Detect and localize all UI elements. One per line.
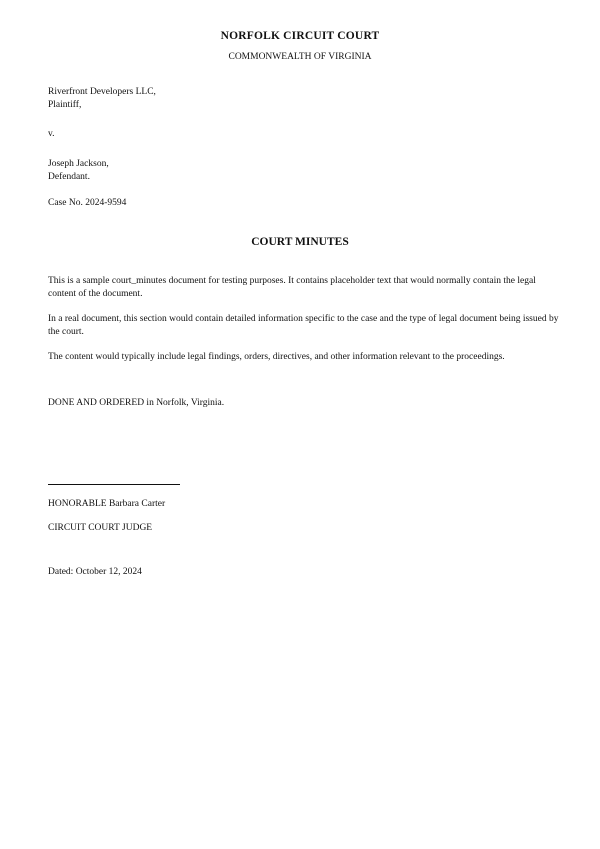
judge-name: HONORABLE Barbara Carter — [48, 499, 166, 509]
plaintiff-role: Plaintiff, — [48, 100, 82, 110]
paragraph-1: This is a sample court_minutes document for testing purposes. It contains placeholder text that would normally contain the legal content of the document. — [48, 276, 536, 299]
paragraph-3: The content would typically include legal findings, orders, directives, and other information relevant to the proceedings. — [48, 352, 505, 362]
document-title: COURT MINUTES — [251, 236, 349, 248]
jurisdiction: COMMONWEALTH OF VIRGINIA — [228, 52, 372, 62]
court-name: NORFOLK CIRCUIT COURT — [220, 30, 380, 42]
defendant-role: Defendant. — [48, 172, 90, 182]
judge-title: CIRCUIT COURT JUDGE — [48, 523, 153, 533]
date-signed: Dated: October 12, 2024 — [48, 567, 142, 577]
plaintiff-name: Riverfront Developers LLC, — [48, 87, 156, 97]
paragraph-2: In a real document, this section would contain detailed information specific to the case and the type of legal document being issued by the court. — [48, 314, 559, 337]
defendant-name: Joseph Jackson, — [48, 159, 109, 169]
versus: v. — [48, 129, 55, 139]
done-and-ordered: DONE AND ORDERED in Norfolk, Virginia. — [48, 398, 225, 408]
signature-line — [48, 484, 180, 485]
case-number: Case No. 2024-9594 — [48, 198, 127, 208]
